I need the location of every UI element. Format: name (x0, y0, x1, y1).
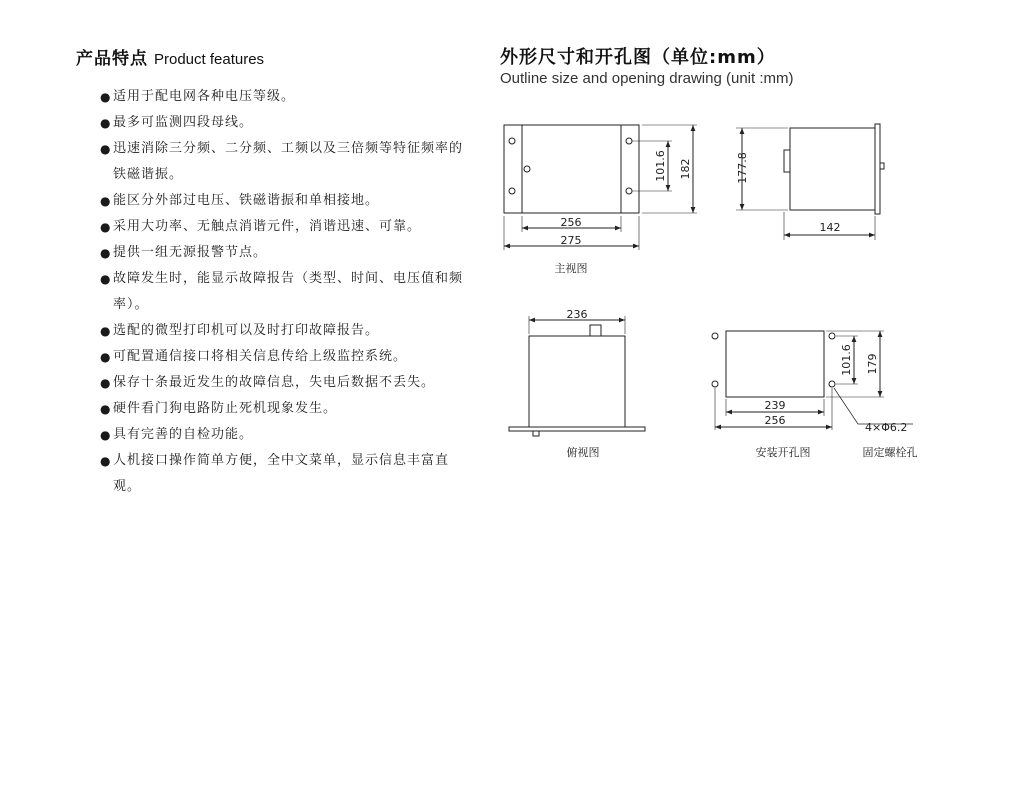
dim-label-101-6: 101.6 (654, 150, 667, 182)
bullet-icon: ● (100, 428, 112, 442)
feature-text: 采用大功率、无触点消谐元件，消谐迅速、可靠。 (113, 219, 422, 234)
bolt-hole-icon (829, 381, 835, 387)
cutout-view (712, 331, 913, 430)
bullet-icon: ● (100, 246, 112, 260)
feature-text: 迅速消除三分频、二分频、工频以及三倍频等特征频率的铁磁谐振。 (113, 141, 464, 182)
side-flange-outline (875, 124, 880, 214)
feature-text: 最多可监测四段母线。 (113, 115, 254, 130)
bullet-icon: ● (100, 220, 112, 234)
dim-label-275: 275 (560, 234, 582, 247)
features-title-en: Product features (154, 51, 265, 68)
top-view-caption: 俯视图 (566, 446, 600, 459)
top-flange-outline (509, 427, 645, 431)
bolt-hole-icon (712, 381, 718, 387)
mounting-hole-icon (626, 188, 632, 194)
bolt-hole-icon (829, 333, 835, 339)
dim-label-101-6-hole: 101.6 (840, 344, 853, 376)
top-view (509, 316, 645, 436)
bullet-icon: ● (100, 324, 112, 338)
feature-text: 可配置通信接口将相关信息传给上级监控系统。 (113, 349, 408, 364)
cutout-view-caption: 安装开孔图 (755, 446, 811, 459)
bullet-icon: ● (100, 376, 112, 390)
feature-text: 提供一组无源报警节点。 (113, 245, 268, 260)
bullet-icon: ● (100, 194, 112, 208)
bullet-icon: ● (100, 454, 112, 468)
dim-label-142: 142 (819, 221, 841, 234)
bolt-hole-icon (712, 333, 718, 339)
bullet-icon: ● (100, 402, 112, 416)
hole-leader-line (834, 388, 913, 424)
dim-label-182: 182 (679, 158, 692, 180)
feature-text: 选配的微型打印机可以及时打印故障报告。 (113, 323, 380, 338)
dim-label-256-hole: 256 (764, 414, 786, 427)
dim-label-236: 236 (566, 308, 588, 321)
features-title-cn: 产品特点 (76, 49, 148, 69)
feature-text: 能区分外部过电压、铁磁谐振和单相接地。 (113, 193, 380, 208)
side-terminal-outline (784, 150, 790, 172)
feature-text: 人机接口操作简单方便，全中文菜单，显示信息丰富直观。 (113, 453, 450, 494)
top-body-outline (529, 336, 625, 427)
dim-label-177-8: 177.8 (736, 152, 749, 184)
feature-text: 具有完善的自检功能。 (113, 427, 254, 442)
feature-text: 硬件看门狗电路防止死机现象发生。 (113, 401, 338, 416)
drawings-title-cn: 外形尺寸和开孔图（单位:mm） (500, 47, 776, 68)
top-terminal-outline (590, 325, 601, 336)
drawings-title-en: Outline size and opening drawing (unit :mm) (500, 70, 794, 87)
bullet-icon: ● (100, 90, 112, 104)
side-view (736, 124, 884, 240)
side-body-outline (790, 128, 875, 210)
dim-label-239: 239 (764, 399, 786, 412)
side-knob-outline (880, 163, 884, 169)
mounting-hole-icon (626, 138, 632, 144)
feature-text: 故障发生时，能显示故障报告（类型、时间、电压值和频率）。 (113, 271, 464, 312)
feature-text: 适用于配电网各种电压等级。 (113, 89, 296, 104)
hole-spec-label: 4×Φ6.2 (865, 421, 908, 434)
front-view (504, 125, 697, 250)
dim-label-256: 256 (560, 216, 582, 229)
bullet-icon: ● (100, 142, 112, 156)
mounting-hole-icon (509, 138, 515, 144)
hole-caption: 固定螺栓孔 (862, 446, 918, 459)
mounting-hole-icon (509, 188, 515, 194)
top-bracket-outline (533, 431, 539, 436)
bullet-icon: ● (100, 116, 112, 130)
front-view-caption: 主视图 (554, 262, 588, 275)
screw-icon (524, 166, 530, 172)
dim-label-179: 179 (866, 353, 879, 375)
cutout-outline (726, 331, 824, 397)
feature-text: 保存十条最近发生的故障信息，失电后数据不丢失。 (113, 375, 436, 390)
bullet-icon: ● (100, 272, 112, 286)
bullet-icon: ● (100, 350, 112, 364)
